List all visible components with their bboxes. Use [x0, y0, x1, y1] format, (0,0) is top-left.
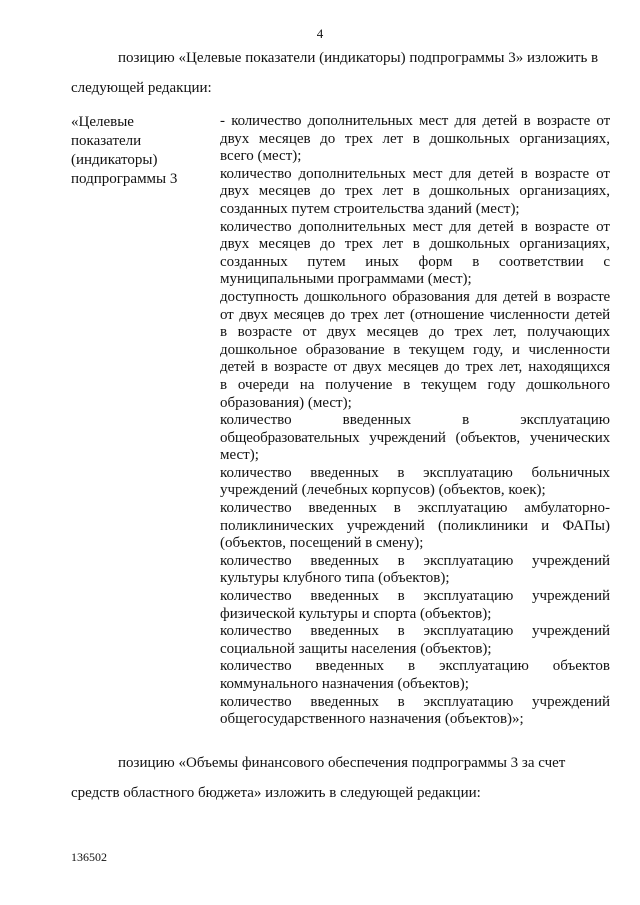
indicator-line: дошкольное образование в текущем году, и численности: [220, 341, 610, 358]
finance-line-1: позицию «Объемы финансового обеспечения подпрограммы 3 за счет: [118, 755, 566, 771]
indicator-line: общеобразовательных учреждений (объектов, ученических: [220, 429, 610, 446]
indicator-line: поликлинических учреждений (поликлиники и ФАПы): [220, 517, 610, 534]
intro-line-2: следующей редакции:: [71, 80, 212, 96]
indicator-line: количество введенных в эксплуатацию объектов: [220, 658, 610, 675]
document-code: 136502: [71, 850, 107, 864]
indicator-line: учреждений (лечебных корпусов) (объектов, коек);: [220, 482, 546, 499]
indicator-line: коммунального назначения (объектов);: [220, 676, 469, 692]
indicator-line: физической культуры и спорта (объектов);: [220, 605, 492, 622]
indicator-line: количество дополнительных мест для детей в возрасте от: [220, 165, 610, 182]
indicators-label-line: (индикаторы): [71, 152, 158, 168]
indicator-line: количество введенных в эксплуатацию учреждений: [220, 693, 610, 710]
indicator-line: муниципальными программами (мест);: [220, 271, 472, 288]
intro-line-1: позицию «Целевые показатели (индикаторы) подпрограммы 3» изложить в: [118, 50, 599, 66]
indicator-line: количество введенных в эксплуатацию учреждений: [220, 588, 610, 605]
indicator-line: всего (мест);: [220, 148, 302, 165]
indicator-line: количество введенных в эксплуатацию учреждений: [220, 552, 610, 569]
indicator-line: двух месяцев до трех лет в дошкольных организациях,: [220, 236, 610, 253]
indicator-line: общегосударственного назначения (объектов)»;: [220, 711, 524, 728]
indicator-line: количество введенных в эксплуатацию учреждений: [220, 623, 610, 640]
indicator-line: социальной защиты населения (объектов);: [220, 640, 492, 657]
indicator-line: (объектов, посещений в смену);: [220, 535, 424, 552]
indicator-line: культуры клубного типа (объектов);: [220, 570, 450, 587]
indicators-label-line: подпрограммы 3: [71, 171, 178, 187]
indicator-line: количество введенных в эксплуатацию больничных: [220, 464, 610, 481]
finance-line-2: средств областного бюджета» изложить в следующей редакции:: [71, 785, 481, 801]
indicator-line: созданных путем иных форм в соответствии с: [220, 253, 610, 270]
indicators-label: [71, 113, 211, 189]
indicator-line: двух месяцев до трех лет в дошкольных организациях,: [220, 130, 610, 147]
indicator-line: количество введенных в эксплуатацию: [220, 412, 610, 429]
indicator-line: от двух месяцев до трех лет (отношение численности детей: [220, 306, 610, 323]
indicator-line: мест);: [220, 447, 259, 464]
page-number: 4: [316, 26, 324, 41]
indicator-line: доступность дошкольного образования для детей в возрасте: [220, 288, 610, 305]
indicator-line: двух месяцев до трех лет в дошкольных организациях,: [220, 183, 610, 200]
indicator-line: количество дополнительных мест для детей в возрасте от: [220, 218, 610, 235]
indicator-line: в очереди на получение в текущем году дошкольного: [220, 376, 610, 393]
indicators-label-line: «Целевые: [71, 114, 134, 130]
indicator-line: - количество дополнительных мест для детей в возрасте от: [220, 113, 610, 129]
indicators-content: [220, 113, 610, 729]
indicator-line: в возрасте от двух месяцев до трех лет, получающих: [220, 324, 610, 341]
indicators-label-line: показатели: [71, 133, 142, 149]
indicator-line: детей в возрасте от двух месяцев до трех лет, находящихся: [220, 359, 610, 376]
indicator-line: количество введенных в эксплуатацию амбулаторно-: [220, 500, 610, 517]
indicator-line: созданных путем строительства зданий (мест);: [220, 200, 520, 217]
indicator-line: образования) (мест);: [220, 394, 352, 411]
